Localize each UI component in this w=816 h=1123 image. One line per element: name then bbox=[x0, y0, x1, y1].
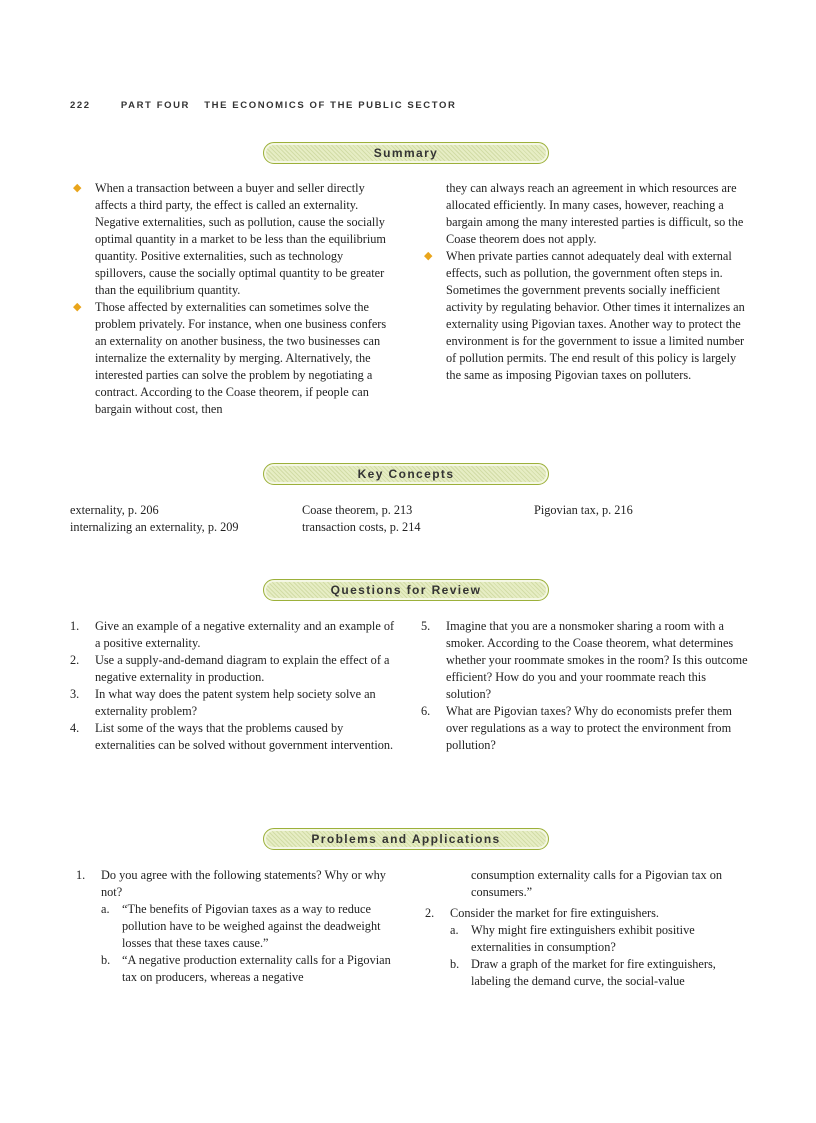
summary-heading: Summary bbox=[373, 146, 439, 160]
key-concept-term: transaction costs, p. 214 bbox=[302, 520, 421, 534]
key-concept-term: externality, p. 206 bbox=[70, 503, 159, 517]
review-question: 3. In what way does the patent system help society solve an externality problem? bbox=[70, 687, 376, 718]
key-concepts-heading: Key Concepts bbox=[357, 467, 455, 481]
review-left-column bbox=[70, 618, 396, 754]
key-concepts-column-3 bbox=[534, 502, 633, 519]
key-concept-term: internalizing an externality, p. 209 bbox=[70, 520, 239, 534]
summary-banner bbox=[263, 142, 549, 164]
part-title: THE ECONOMICS OF THE PUBLIC SECTOR bbox=[204, 100, 457, 111]
problems-heading: Problems and Applications bbox=[311, 832, 501, 846]
problems-right-column bbox=[425, 867, 751, 990]
page-number: 222 bbox=[70, 100, 91, 111]
summary-continuation: they can always reach an agreement in which resources are allocated efficiently. In many cases, however, reaching a bargain among the many interested parties is difficult, so the Coase theorem does not apply. bbox=[446, 181, 744, 246]
diamond-bullet-icon: ◆ bbox=[73, 182, 82, 194]
problems-left-column bbox=[76, 867, 396, 986]
problem-subitem: b. “A negative production externality calls for a Pigovian tax on producers, whereas a negative bbox=[101, 953, 391, 984]
problem-subitem: a. Why might fire extinguishers exhibit positive externalities in consumption? bbox=[450, 923, 695, 954]
summary-bullet: ◆ When a transaction between a buyer and seller directly affects a third party, the effect is called an externality. Negative externalities, such as pollution, cause the socially optimal quantity in a market to be less than the equilibrium quantity. Positive externalities, such as technology spillovers, cause the socially optimal quantity to be greater than the equilibrium quantity. bbox=[73, 181, 386, 297]
summary-bullet: ◆ Those affected by externalities can sometimes solve the problem privately. For instance, when one business confers an externality on another business, the two businesses can internalize the externality by merging. Alternatively, the interested parties can solve the problem by negotiating a contract. According to the Coase theorem, if people can bargain without cost, then bbox=[73, 300, 387, 416]
review-question: 4. List some of the ways that the problems caused by externalities can be solved without government intervention. bbox=[70, 721, 394, 752]
problem-subitem: b. Draw a graph of the market for fire extinguishers, labeling the demand curve, the social-value bbox=[450, 957, 716, 988]
diamond-bullet-icon: ◆ bbox=[73, 301, 82, 313]
key-concept-term: Pigovian tax, p. 216 bbox=[534, 503, 633, 517]
review-question: 2. Use a supply-and-demand diagram to explain the effect of a negative externality in production. bbox=[70, 653, 390, 684]
review-right-column bbox=[421, 618, 751, 754]
problem-item: 2. Consider the market for fire extinguishers. bbox=[425, 906, 659, 920]
summary-left-column bbox=[70, 180, 392, 418]
review-banner bbox=[263, 579, 549, 601]
problem-subitem: a. “The benefits of Pigovian taxes as a way to reduce pollution have to be weighed against the deadweight losses that these taxes cause.” bbox=[101, 902, 381, 950]
problem-continuation: consumption externality calls for a Pigovian tax on consumers.” bbox=[471, 868, 723, 899]
diamond-bullet-icon: ◆ bbox=[424, 250, 433, 262]
summary-bullet: ◆ When private parties cannot adequately deal with external effects, such as pollution, the government often steps in. Sometimes the government prevents socially inefficient activity by regulating behavior. Other times it internalizes an externality using Pigovian taxes. Another way to protect the environment is for the government to issue a limited number of pollution permits. The end result of this policy is largely the same as imposing Pigovian taxes on polluters. bbox=[424, 249, 745, 382]
review-heading: Questions for Review bbox=[330, 583, 482, 597]
key-concepts-column-1 bbox=[70, 502, 239, 536]
key-concepts-column-2 bbox=[302, 502, 421, 536]
key-concept-term: Coase theorem, p. 213 bbox=[302, 503, 413, 517]
running-header bbox=[70, 100, 456, 111]
key-concepts-banner bbox=[263, 463, 549, 485]
review-question: 6. What are Pigovian taxes? Why do economists prefer them over regulations as a way to protect the environment from pollution? bbox=[421, 704, 732, 752]
review-question: 5. Imagine that you are a nonsmoker sharing a room with a smoker. According to the Coase theorem, what determines whether your roommate smokes in the room? Is this outcome efficient? How do you and your roommate reach this solution? bbox=[421, 619, 748, 701]
problems-banner bbox=[263, 828, 549, 850]
problem-item: 1. Do you agree with the following statements? Why or why not? bbox=[76, 868, 386, 899]
part-label: PART FOUR bbox=[120, 100, 191, 111]
review-question: 1. Give an example of a negative externality and an example of a positive externality. bbox=[70, 619, 395, 650]
summary-right-column bbox=[421, 180, 751, 384]
